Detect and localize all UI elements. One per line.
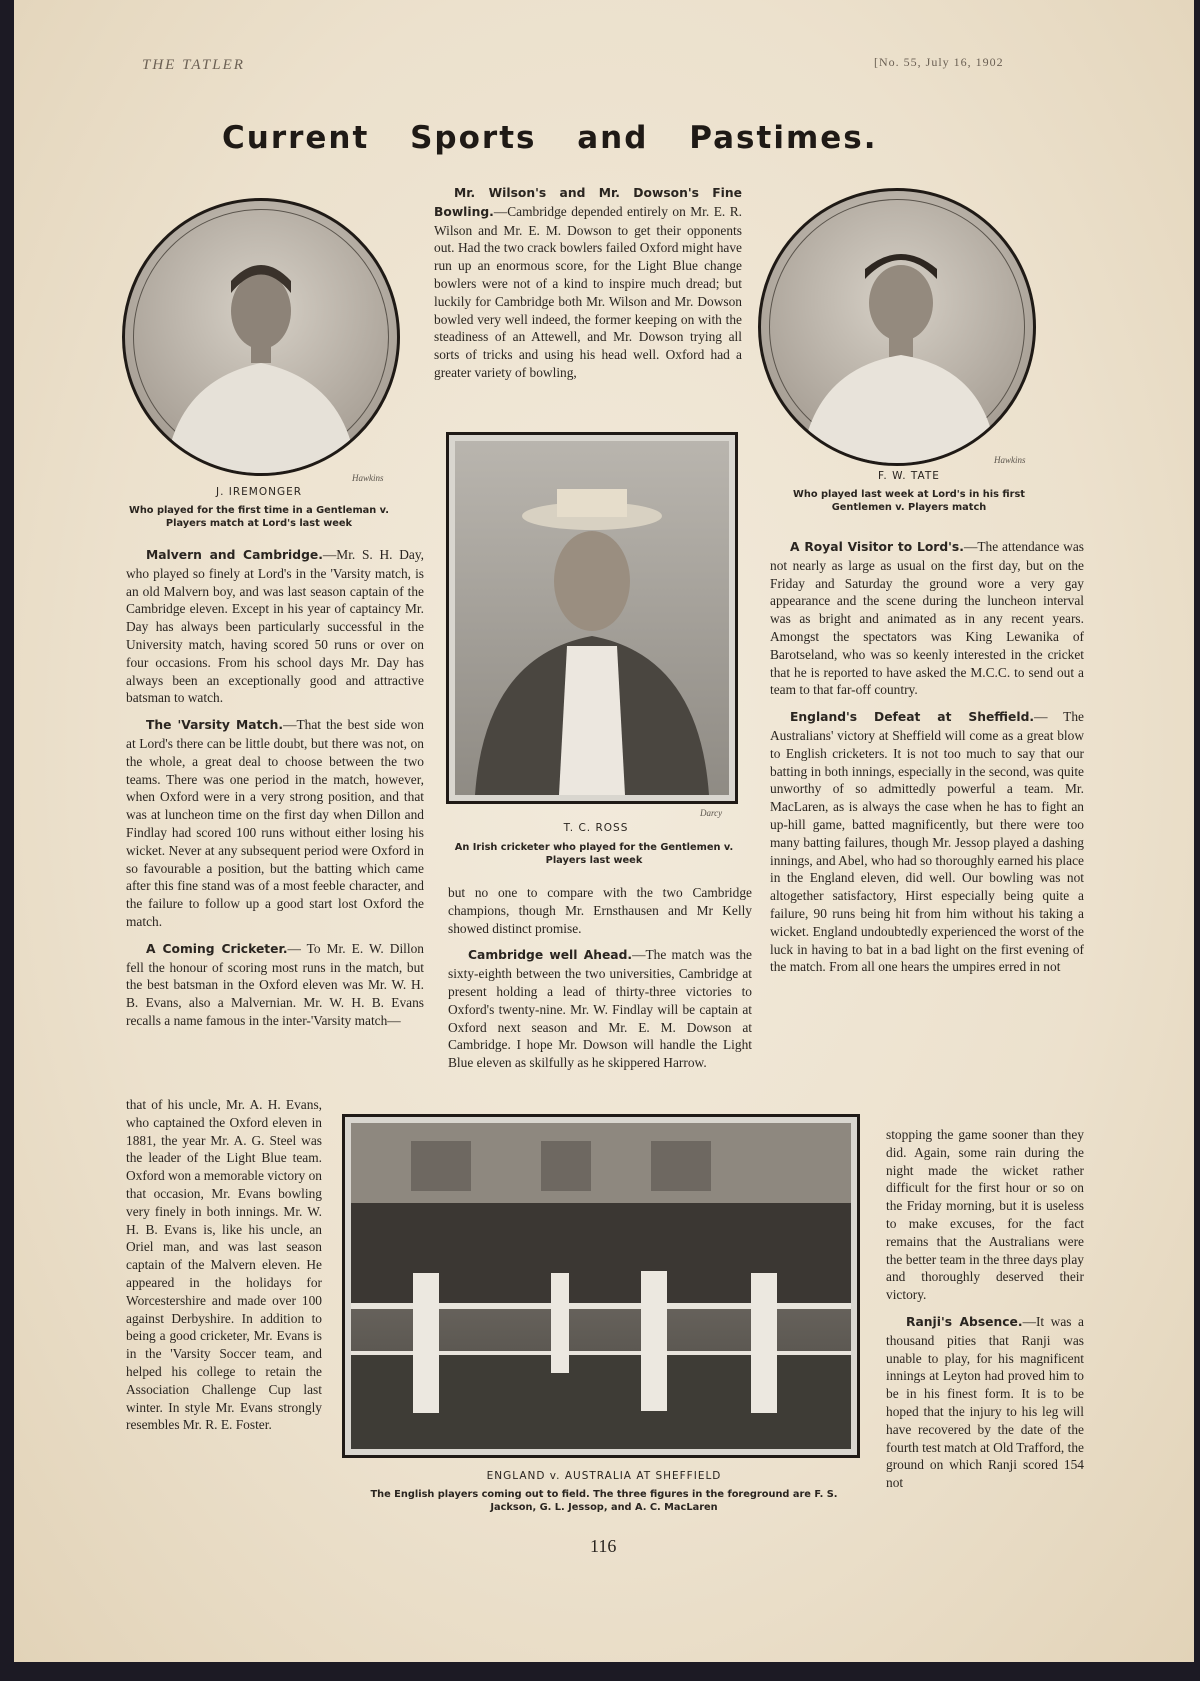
wilson-body: —Cambridge depended entirely on Mr. E. R. Wilson and Mr. E. M. Dowson to get their opponents out. Had the two crack bowlers failed Oxford might have run up an enormous score, for the Light Blue change bowlers were not of a kind to inspire much dread; but luckily for Cambridge both Mr. Wilson and Mr. Dowson bowled very well indeed, the former keeping on with the steadiness of an Attewell, and Mr. Dowson trying all sorts of tricks and using his head well. Oxford had a greater variety of bowling, — [434, 203, 742, 380]
page-number: 116 — [590, 1536, 617, 1556]
ross-name: T. C. ROSS — [563, 822, 629, 834]
ross-photo-image — [455, 441, 729, 795]
royal-heading: A Royal Visitor to Lord's. — [790, 540, 964, 554]
ross-photo-credit: Darcy — [700, 808, 723, 818]
tate-name: F. W. TATE — [878, 470, 940, 482]
ranji-heading: Ranji's Absence. — [906, 1314, 1023, 1329]
wilson-continued: but no one to compare with the two Cambridge champions, though Mr. Ernsthausen and Mr Kelly showed distinct promise. — [448, 885, 752, 936]
tate-figure-icon — [761, 191, 1033, 463]
defeat-body-top: — The Australians' victory at Sheffield will come as a great blow to English cricketers. It is not too much to say that our batting in both innings, especially in the second, was quite unworthy of so admittedly powerful a team. Mr. MacLaren, as is always the case when he has to fight an up-hill game, batted magnificently, but there were too many batting failures, though Mr. Jessop played a dashing innings, and Abel, who had so thoroughly earned his place in the England eleven, did well. Our bowling was not altogether satisfactory, Hirst especially being quite a failure, 90 runs being hit from him without his taking a wicket. England undoubtedly experienced the worst of the luck in having to bat in a bad light on the first evening of the match. From all one hears the umpires erred in not — [770, 709, 1084, 975]
tate-caption: Who played last week at Lord's in his first Gentlemen v. Players match — [793, 489, 1025, 513]
coming-article-continued — [126, 1096, 322, 1443]
centre-column — [448, 884, 752, 1081]
iremonger-figure-icon — [125, 201, 397, 473]
ross-figure-icon — [455, 441, 729, 795]
malvern-body: —Mr. S. H. Day, who played so finely at Lord's in the 'Varsity match, is an old Malvern boy, and was last season captain of the Cambridge eleven. Except in his year of captaincy Mr. Day has always been particularly successful in the University match, having scored 50 runs or over on four occasions. From his school days Mr. Day has always been an exceptionally good and attractive batsman to watch. — [126, 547, 424, 706]
iremonger-name: J. IREMONGER — [215, 486, 303, 498]
malvern-heading: Malvern and Cambridge. — [146, 548, 323, 562]
ross-photo — [446, 432, 738, 804]
wilson-heading: Mr. Wilson's and Mr. Dowson's Fine Bowling. — [434, 186, 742, 219]
ahead-heading: Cambridge well Ahead. — [468, 948, 633, 963]
right-lower-column — [886, 1126, 1084, 1501]
ross-caption: An Irish cricketer who played for the Gentlemen v. Players last week — [454, 842, 734, 866]
iremonger-portrait — [122, 198, 400, 476]
sheffield-photo — [342, 1114, 860, 1458]
varsity-body: —That the best side won at Lord's there can be little doubt, but there was not, on the whole, a great deal to choose between the two teams. There was one period in the match, however, when Oxford were in a very strong position, and that was at luncheon time on the first day when Dillon and Findlay had scored 100 runs without either losing his wicket. Never at any subsequent period were Oxford in so favourable a position, but the batting which came after this fine stand was of a most feeble character, and the failure to follow up a good start lost Oxford the match. — [126, 717, 424, 929]
page-headline: Current Sports and Pastimes. — [222, 120, 878, 156]
defeat-heading: England's Defeat at Sheffield. — [790, 710, 1035, 725]
right-column — [770, 538, 1084, 985]
issue-line: [No. 55, July 16, 1902 — [874, 55, 1004, 69]
royal-body: —The attendance was not nearly as large as usual on the first day, but on the Friday and Saturday the ground wore a very gay appearance and the scene during the luncheon interval was as bright and animated as in any recent years. Amongst the spectators was King Lewanika of Barotseland, who was so keenly interested in the cricket that he is reported to have asked the M.C.C. to send out a team to that far-off country. — [770, 539, 1084, 698]
coming-body-bottom: that of his uncle, Mr. A. H. Evans, who captained the Oxford eleven in 1881, the year Mr. A. G. Steel was the leader of the Light Blue team. Oxford won a memorable victory on that occasion, Mr. Evans bowling very finely in both innings. Mr. W. H. B. Evans is, like his uncle, an Oriel man, and was last season captain of the Malvern eleven. He appeared in the holidays for Worcestershire and made over 100 against Derbyshire. In addition to being a good cricketer, Mr. Evans is in the 'Varsity Soccer team, and helped his college to retain the Association Challenge Cup last winter. In style Mr. Evans strongly resembles Mr. R. E. Foster. — [126, 1097, 322, 1433]
tate-photo-credit: Hawkins — [994, 455, 1026, 465]
left-column — [126, 546, 424, 1039]
varsity-heading: The 'Varsity Match. — [146, 718, 284, 733]
coming-heading: A Coming Cricketer. — [146, 941, 288, 956]
magazine-page — [14, 0, 1194, 1662]
iremonger-photo-credit: Hawkins — [352, 473, 384, 483]
ranji-body: —It was a thousand pities that Ranji was unable to play, for his magnificent innings at Leyton had proved him to be in his finest form. It is to be hoped that the injury to his leg will have recovered by the date of the fourth test match at Old Trafford, the ground on which Ranji scored 154 not — [886, 1313, 1084, 1491]
publication-title: THE TATLER — [142, 57, 245, 73]
defeat-body-bottom: stopping the game sooner than they did. Again, some rain during the night made the wicket rather difficult for the first hour or so on the Friday morning, but it is useless to make excuses, for the fact remains that the Australians were the better team in the three days play and thoroughly deserved their victory. — [886, 1127, 1084, 1303]
tate-portrait — [758, 188, 1036, 466]
pavilion-crowd-icon — [351, 1123, 851, 1449]
iremonger-caption: Who played for the first time in a Gentleman v. Players match at Lord's last week — [129, 505, 389, 529]
sheffield-caption: The English players coming out to field. The three figures in the foreground are F. S. Jackson, G. L. Jessop, and A. C. MacLaren — [370, 1489, 838, 1513]
sheffield-title: ENGLAND v. AUSTRALIA AT SHEFFIELD — [486, 1470, 722, 1482]
ahead-body: —The match was the sixty-eighth between the two universities, Cambridge at present holding a lead of thirty-three victories to Oxford's twenty-nine. Mr. W. Findlay will be captain at Oxford next season and Mr. E. M. Dowson at Cambridge. I hope Mr. Dowson will handle the Light Blue eleven as skilfully as he skippered Harrow. — [448, 947, 752, 1071]
wilson-article — [434, 184, 742, 391]
coming-body-top: — To Mr. E. W. Dillon fell the honour of scoring most runs in the match, but the best batsman in the Oxford eleven was Mr. W. H. B. Evans, also a Malvernian. Mr. W. H. B. Evans recalls a name famous in the inter-'Varsity match— — [126, 940, 424, 1028]
sheffield-photo-image — [351, 1123, 851, 1449]
